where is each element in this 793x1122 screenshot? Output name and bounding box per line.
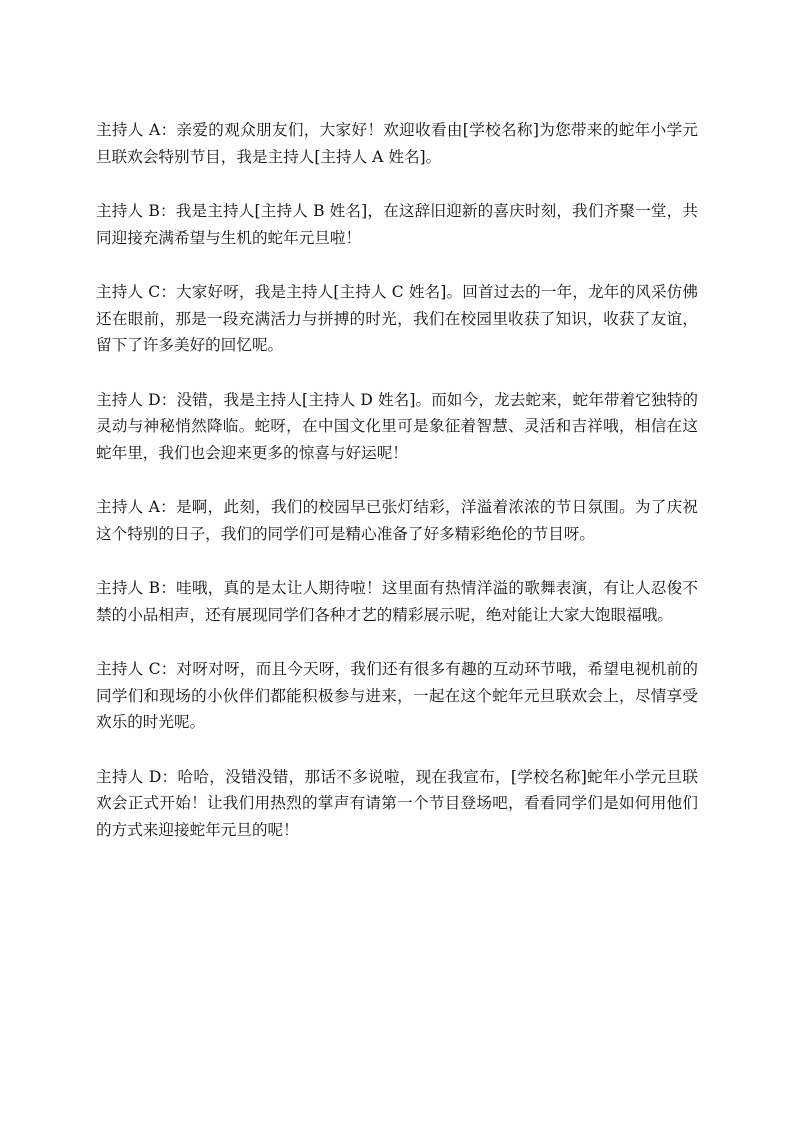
host-d-opening: 主持人 D：没错，我是主持人[主持人 D 姓名]。而如今，龙去蛇来，蛇年带着它独特的灵动与神秘悄然降临。蛇呀，在中国文化里可是象征着智慧、灵活和吉祥哦，相信在这蛇年里，我们也会迎来更多的惊喜与好运呢！ — [96, 390, 698, 462]
host-d-announcement: 主持人 D：哈哈，没错没错，那话不多说啦，现在我宣布，[学校名称]蛇年小学元旦联欢会正式开始！让我们用热烈的掌声有请第一个节目登场吧，看看同学们是如何用他们的方式来迎接蛇年元旦的呢！ — [96, 767, 698, 839]
host-a-program-intro: 主持人 A：是啊，此刻，我们的校园早已张灯结彩，洋溢着浓浓的节日氛围。为了庆祝这个特别的日子，我们的同学们可是精心准备了好多精彩绝伦的节目呀。 — [96, 498, 698, 543]
host-c-interaction-intro: 主持人 C：对呀对呀，而且今天呀，我们还有很多有趣的互动环节哦，希望电视机前的同学们和现场的小伙伴们都能积极参与进来，一起在这个蛇年元旦联欢会上，尽情享受欢乐的时光呢。 — [96, 660, 698, 731]
host-b-program-intro: 主持人 B：哇哦，真的是太让人期待啦！这里面有热情洋溢的歌舞表演，有让人忍俊不禁的小品相声，还有展现同学们各种才艺的精彩展示呢，绝对能让大家大饱眼福哦。 — [96, 579, 698, 624]
host-c-opening: 主持人 C：大家好呀，我是主持人[主持人 C 姓名]。回首过去的一年，龙年的风采仿佛还在眼前，那是一段充满活力与拼搏的时光，我们在校园里收获了知识，收获了友谊，留下了许多美好的回忆呢。 — [96, 283, 698, 354]
host-b-opening: 主持人 B：我是主持人[主持人 B 姓名]，在这辞旧迎新的喜庆时刻，我们齐聚一堂，共同迎接充满希望与生机的蛇年元旦啦！ — [96, 202, 698, 247]
host-a-opening: 主持人 A：亲爱的观众朋友们，大家好！欢迎收看由[学校名称]为您带来的蛇年小学元旦联欢会特别节目，我是主持人[主持人 A 姓名]。 — [96, 121, 698, 166]
